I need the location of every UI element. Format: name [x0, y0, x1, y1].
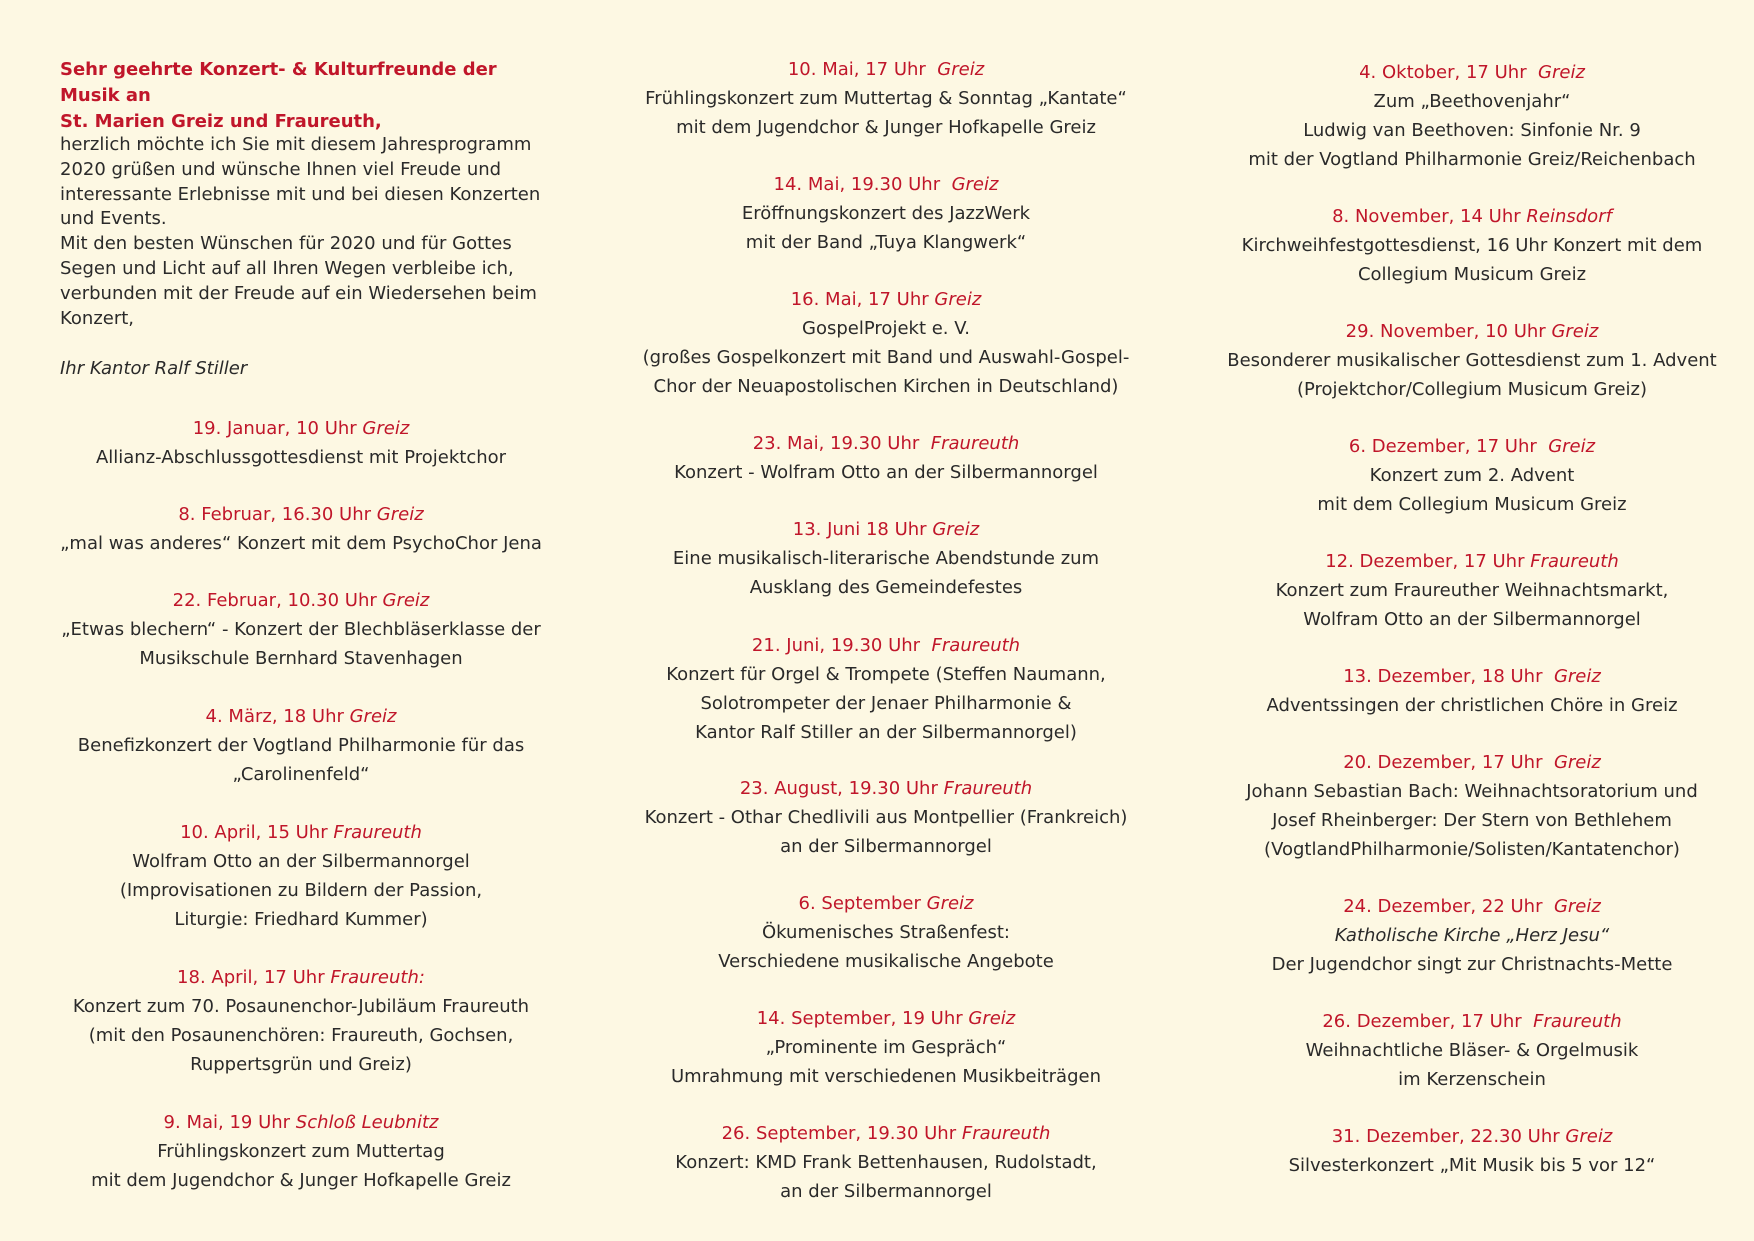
- event-description-line: Der Jugendchor singt zur Christnachts-Mette: [1271, 954, 1673, 975]
- event-description-line: Konzert zum Fraureuther Weihnachtsmarkt,: [1275, 580, 1669, 601]
- greeting-heading: [60, 57, 542, 135]
- event-entry: [1222, 547, 1722, 634]
- event-place: Greiz: [1553, 752, 1601, 773]
- event-description-line: Josef Rheinberger: Der Stern von Bethlehem: [1272, 810, 1672, 831]
- event-date: 8. November, 14 Uhr: [1332, 206, 1521, 227]
- event-entry: [1222, 662, 1722, 720]
- event-date-heading: [636, 170, 1136, 199]
- event-entry: [1222, 1007, 1722, 1094]
- event-description-line: Benefizkonzert der Vogtland Philharmonie für das: [77, 735, 525, 756]
- event-date-heading: [1222, 432, 1722, 461]
- event-description-line: Konzert zum 2. Advent: [1369, 465, 1575, 486]
- event-date: 14. September, 19 Uhr: [756, 1008, 963, 1029]
- event-place: Fraureuth: [931, 635, 1021, 656]
- event-description-line: (mit den Posaunenchören: Fraureuth, Gochsen,: [88, 1025, 514, 1046]
- event-description-line: Wolfram Otto an der Silbermannorgel: [132, 851, 470, 872]
- event-date-heading: [636, 1119, 1136, 1148]
- event-place: Greiz: [1553, 896, 1601, 917]
- event-description-line: Weihnachtliche Bläser- & Orgelmusik: [1305, 1040, 1639, 1061]
- event-description-line: Ausklang des Gemeindefestes: [749, 577, 1023, 598]
- greeting-line: verbunden mit der Freude auf ein Wiedersehen beim: [60, 282, 537, 304]
- event-date: 4. März, 18 Uhr: [205, 706, 344, 727]
- event-description-line: im Kerzenschein: [1398, 1069, 1546, 1090]
- event-date-heading: [636, 429, 1136, 458]
- event-place: Greiz: [934, 289, 982, 310]
- event-description-line: an der Silbermannorgel: [780, 1181, 992, 1202]
- event-description-line: Chor der Neuapostolischen Kirchen in Deutschland): [653, 376, 1119, 397]
- event-place: Greiz: [968, 1008, 1016, 1029]
- event-date: 13. Dezember, 18 Uhr: [1343, 666, 1549, 687]
- event-description-line: Collegium Musicum Greiz: [1357, 264, 1587, 285]
- event-date-heading: [60, 963, 542, 992]
- event-description-line: mit dem Collegium Musicum Greiz: [1317, 494, 1627, 515]
- event-place: Fraureuth: [1530, 551, 1619, 572]
- event-date-heading: [60, 818, 542, 847]
- event-description-line: Besonderer musikalischer Gottesdienst zum 1. Advent: [1227, 350, 1717, 371]
- event-place: Greiz: [382, 590, 430, 611]
- event-date-heading: [1222, 892, 1722, 921]
- event-description-line: Kirchweihfestgottesdienst, 16 Uhr Konzert mit dem: [1241, 235, 1703, 256]
- event-date-heading: [1222, 662, 1722, 691]
- event-date-heading: [636, 889, 1136, 918]
- event-place: Reinsdorf: [1526, 206, 1612, 227]
- event-description-line: Allianz-Abschlussgottesdienst mit Projektchor: [95, 447, 507, 468]
- event-entry: [60, 702, 542, 789]
- event-description-line: mit dem Jugendchor & Junger Hofkapelle Greiz: [91, 1170, 511, 1191]
- event-date: 6. Dezember, 17 Uhr: [1348, 436, 1543, 457]
- event-place: Greiz: [951, 174, 999, 195]
- event-place: Greiz: [1565, 1126, 1613, 1147]
- event-date: 29. November, 10 Uhr: [1345, 321, 1546, 342]
- event-entry: [636, 55, 1136, 142]
- event-date: 10. April, 15 Uhr: [180, 822, 328, 843]
- event-entry: [636, 1004, 1136, 1091]
- event-description-line: Konzert - Wolfram Otto an der Silbermannorgel: [674, 462, 1098, 483]
- event-entry: [1222, 892, 1722, 979]
- event-description-line: (Projektchor/Collegium Musicum Greiz): [1296, 379, 1648, 400]
- event-place: Fraureuth: [930, 433, 1020, 454]
- event-place: Greiz: [1553, 666, 1601, 687]
- greeting-line: herzlich möchte ich Sie mit diesem Jahresprogramm: [60, 134, 532, 155]
- event-place: Greiz: [362, 418, 410, 439]
- event-entry: [60, 1108, 542, 1195]
- event-description-line: Kantor Ralf Stiller an der Silbermannorgel): [695, 722, 1077, 743]
- event-entry: [636, 889, 1136, 976]
- event-description-line: „Carolinenfeld“: [232, 764, 370, 785]
- event-entry: [60, 818, 542, 934]
- event-description-line: Frühlingskonzert zum Muttertag & Sonntag „Kantate“: [645, 88, 1127, 109]
- event-date: 6. September: [798, 893, 921, 914]
- event-place: Greiz: [376, 504, 424, 525]
- event-description-line: GospelProjekt e. V.: [802, 318, 970, 339]
- event-description-line: Umrahmung mit verschiedenen Musikbeiträgen: [671, 1066, 1101, 1087]
- event-entry: [636, 429, 1136, 487]
- event-description-line: (großes Gospelkonzert mit Band und Auswahl-Gospel-: [642, 347, 1130, 368]
- event-description-line: Johann Sebastian Bach: Weihnachtsoratorium und: [1246, 781, 1698, 802]
- event-entry: [636, 631, 1136, 747]
- event-date: 23. August, 19.30 Uhr: [739, 778, 938, 799]
- event-description-line: an der Silbermannorgel: [780, 836, 992, 857]
- event-description-line: Ruppertsgrün und Greiz): [190, 1054, 412, 1075]
- event-entry: [1222, 748, 1722, 864]
- event-date: 12. Dezember, 17 Uhr: [1325, 551, 1525, 572]
- event-entry: [636, 515, 1136, 602]
- event-description-line: Wolfram Otto an der Silbermannorgel: [1303, 609, 1641, 630]
- event-date: 8. Februar, 16.30 Uhr: [178, 504, 372, 525]
- greeting-line: interessante Erlebnisse mit und bei diesen Konzerten: [60, 183, 541, 205]
- event-description-line: Zum „Beethovenjahr“: [1373, 91, 1571, 112]
- greeting-body: [60, 133, 542, 331]
- event-description-line: „mal was anderes“ Konzert mit dem PsychoChor Jena: [60, 533, 542, 554]
- event-place: Greiz: [926, 893, 974, 914]
- event-place: Greiz: [932, 519, 980, 540]
- event-description-line: Konzert zum 70. Posaunenchor-Jubiläum Fraureuth: [72, 996, 530, 1017]
- greeting-line: 2020 grüßen und wünsche Ihnen viel Freude und: [60, 158, 502, 180]
- greeting-heading-line: St. Marien Greiz und Fraureuth,: [60, 111, 382, 132]
- event-place: Greiz: [1538, 62, 1585, 83]
- event-entry: [60, 586, 542, 673]
- event-place: Fraureuth: [943, 778, 1033, 799]
- event-date: 13. Juni 18 Uhr: [792, 519, 927, 540]
- event-date-heading: [1222, 202, 1722, 231]
- event-description-line: Konzert - Othar Chedlivili aus Montpellier (Frankreich): [644, 807, 1128, 828]
- event-description-line: Adventssingen der christlichen Chöre in Greiz: [1266, 695, 1678, 716]
- event-date: 10. Mai, 17 Uhr: [787, 59, 932, 80]
- event-entry: [636, 1119, 1136, 1206]
- event-description-line: (Improvisationen zu Bildern der Passion,: [119, 880, 483, 901]
- event-date: 4. Oktober, 17 Uhr: [1359, 62, 1533, 83]
- event-entry: [60, 500, 542, 558]
- event-date-heading: [60, 500, 542, 529]
- event-entry: [60, 414, 542, 472]
- event-description-line: Frühlingskonzert zum Muttertag: [157, 1141, 445, 1162]
- event-description-line: Konzert für Orgel & Trompete (Steffen Naumann,: [666, 664, 1106, 685]
- event-entry: [1222, 58, 1722, 174]
- event-date-heading: [1222, 748, 1722, 777]
- event-date-heading: [1222, 1007, 1722, 1036]
- signature: Ihr Kantor Ralf Stiller: [60, 358, 248, 379]
- event-place: Greiz: [349, 706, 397, 727]
- event-date: 26. September, 19.30 Uhr: [721, 1123, 957, 1144]
- event-place: Greiz: [1548, 436, 1596, 457]
- event-description-line: „Etwas blechern“ - Konzert der Blechbläserklasse der: [61, 619, 541, 640]
- event-venue: Katholische Kirche „Herz Jesu“: [1334, 925, 1610, 946]
- event-date: 19. Januar, 10 Uhr: [192, 418, 357, 439]
- event-description-line: mit der Band „Tuya Klangwerk“: [745, 232, 1027, 253]
- event-place: Greiz: [937, 59, 985, 80]
- event-date-heading: [1222, 1122, 1722, 1151]
- event-description-line: Solotrompeter der Jenaer Philharmonie &: [700, 693, 1072, 714]
- event-date: 26. Dezember, 17 Uhr: [1322, 1011, 1528, 1032]
- event-description-line: Konzert: KMD Frank Bettenhausen, Rudolstadt,: [675, 1152, 1097, 1173]
- event-place: Schloß Leubnitz: [295, 1112, 439, 1133]
- event-place: Fraureuth:: [330, 967, 425, 988]
- event-date: 21. Juni, 19.30 Uhr: [751, 635, 926, 656]
- event-description-line: Musikschule Bernhard Stavenhagen: [139, 648, 463, 669]
- event-entry: [636, 170, 1136, 257]
- event-entry: [1222, 202, 1722, 289]
- event-date-heading: [60, 586, 542, 615]
- event-date-heading: [636, 1004, 1136, 1033]
- event-date-heading: [1222, 58, 1722, 87]
- event-date-heading: [636, 774, 1136, 803]
- event-date-heading: [636, 631, 1136, 660]
- event-date-heading: [1222, 317, 1722, 346]
- event-date: 9. Mai, 19 Uhr: [163, 1112, 291, 1133]
- event-description-line: Ludwig van Beethoven: Sinfonie Nr. 9: [1303, 120, 1641, 141]
- event-description-line: Silvesterkonzert „Mit Musik bis 5 vor 12“: [1288, 1155, 1656, 1176]
- event-date-heading: [1222, 547, 1722, 576]
- event-description-line: Eine musikalisch-literarische Abendstunde zum: [672, 548, 1100, 569]
- event-place: Greiz: [1551, 321, 1599, 342]
- event-date: 23. Mai, 19.30 Uhr: [752, 433, 926, 454]
- event-date-heading: [60, 702, 542, 731]
- greeting-line: und Events.: [60, 208, 167, 230]
- event-date-heading: [636, 515, 1136, 544]
- event-entry: [636, 285, 1136, 401]
- event-date: 24. Dezember, 22 Uhr: [1343, 896, 1549, 917]
- greeting-line: Konzert,: [60, 307, 135, 329]
- event-description-line: Liturgie: Friedhard Kummer): [174, 909, 428, 930]
- event-date: 20. Dezember, 17 Uhr: [1343, 752, 1549, 773]
- event-description-line: „Prominente im Gespräch“: [765, 1037, 1007, 1058]
- event-description-line: Ökumenisches Straßenfest:: [762, 922, 1010, 943]
- event-entry: [636, 774, 1136, 861]
- event-entry: [1222, 432, 1722, 519]
- event-description-line: mit der Vogtland Philharmonie Greiz/Reichenbach: [1248, 149, 1696, 170]
- greeting-line: Segen und Licht auf all Ihren Wegen verbleibe ich,: [60, 257, 514, 279]
- event-entry: [1222, 317, 1722, 404]
- event-description-line: Verschiedene musikalische Angebote: [718, 951, 1054, 972]
- event-date-heading: [60, 414, 542, 443]
- event-description-line: (VogtlandPhilharmonie/Solisten/Kantatenchor): [1264, 839, 1680, 860]
- event-date: 18. April, 17 Uhr: [177, 967, 325, 988]
- greeting-heading-line: Sehr geehrte Konzert- & Kulturfreunde der Musik an: [60, 59, 497, 106]
- event-date: 14. Mai, 19.30 Uhr: [773, 174, 946, 195]
- event-place: Fraureuth: [1533, 1011, 1622, 1032]
- event-description-line: mit dem Jugendchor & Junger Hofkapelle Greiz: [676, 117, 1096, 138]
- event-date: 31. Dezember, 22.30 Uhr: [1331, 1126, 1560, 1147]
- event-date-heading: [636, 285, 1136, 314]
- event-entry: [1222, 1122, 1722, 1180]
- event-description-line: Eröffnungskonzert des JazzWerk: [741, 203, 1031, 224]
- event-date-heading: [636, 55, 1136, 84]
- event-date-heading: [60, 1108, 542, 1137]
- event-date: 16. Mai, 17 Uhr: [790, 289, 929, 310]
- event-place: Fraureuth: [961, 1123, 1051, 1144]
- event-entry: [60, 963, 542, 1079]
- greeting-line: Mit den besten Wünschen für 2020 und für Gottes: [60, 233, 512, 255]
- event-place: Fraureuth: [333, 822, 422, 843]
- event-date: 22. Februar, 10.30 Uhr: [172, 590, 377, 611]
